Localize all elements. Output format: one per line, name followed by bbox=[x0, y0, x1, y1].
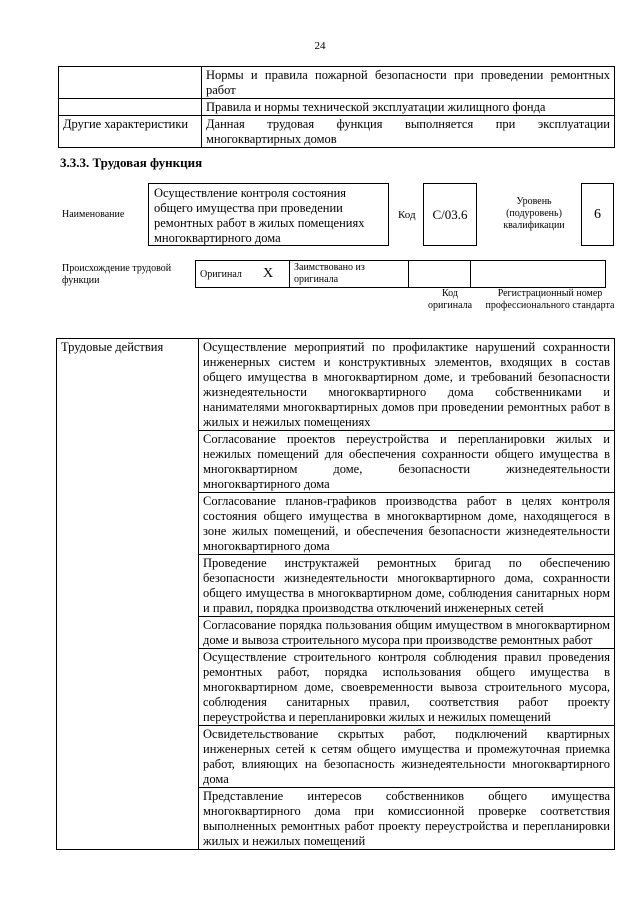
row-label bbox=[59, 67, 202, 99]
qualification-level-value: 6 bbox=[581, 183, 614, 246]
table-row bbox=[196, 261, 606, 288]
labor-action-item: Осуществление строительного контроля соблюдения правил проведения ремонтных работ, порядка использования общего имущества в многоквартирном доме, своевременности вывоза строительного мусора, соблюдения санитарных правил, соответствия работ проекту переустройства и перепланировки жилых и нежилых помещений bbox=[199, 649, 615, 726]
function-name-value: Осуществление контроля состояния общего имущества при проведении ремонтных работ в жилых помещениях многоквартирного дома bbox=[148, 183, 389, 246]
labor-action-item: Освидетельствование скрытых работ, подключений квартирных инженерных сетей к сетям общего имущества и промежуточная приемка работ, влияющих на безопасность жизнедеятельности многоквартирного дома bbox=[199, 726, 615, 788]
original-code-cell bbox=[409, 261, 471, 288]
top-table bbox=[58, 66, 615, 148]
origin-label: Происхождение трудовой функции bbox=[62, 263, 172, 286]
table-row bbox=[59, 67, 615, 99]
row-text: Нормы и правила пожарной безопасности при проведении ремонтных работ bbox=[202, 67, 615, 99]
page-number: 24 bbox=[314, 40, 326, 52]
borrowed-label: Заимствовано из оригинала bbox=[290, 261, 409, 288]
row-text: Правила и нормы технической эксплуатации жилищного фонда bbox=[202, 99, 615, 116]
row-label bbox=[59, 99, 202, 116]
labor-action-item: Представление интересов собственников общего имущества многоквартирного дома при комиссионной проверке соответствия выполненных ремонтных работ проекту переустройства и перепланировки жилых и нежилых помещений bbox=[199, 788, 615, 850]
original-mark: X bbox=[259, 261, 290, 288]
labor-action-item: Осуществление мероприятий по профилактике нарушений сохранности инженерных систем и конструктивных элементов, входящих в состав общего имущества в многоквартирном доме, и требований безопасности жизнедеятельности многоквартирного дома собственниками и нанимателями многоквартирных домов при проведении ремонтных работ в жилых и нежилых помещениях bbox=[199, 339, 615, 431]
labor-action-item: Согласование проектов переустройства и перепланировки жилых и нежилых помещений для обеспечения сохранности общего имущества в многоквартирном доме, безопасности жизнедеятельности многоквартирного дома bbox=[199, 431, 615, 493]
labor-action-item: Согласование порядка пользования общим имуществом в многоквартирном доме и вывоза строительного мусора при производстве ремонтных работ bbox=[199, 617, 615, 649]
code-label: Код bbox=[398, 209, 416, 221]
section-title: 3.3.3. Трудовая функция bbox=[60, 155, 203, 170]
labor-actions-label: Трудовые действия bbox=[57, 339, 199, 850]
original-label: Оригинал bbox=[196, 261, 260, 288]
row-text: Данная трудовая функция выполняется при эксплуатации многоквартирных домов bbox=[202, 116, 615, 148]
code-original-caption: Код оригинала bbox=[427, 288, 473, 311]
registration-number-cell bbox=[471, 261, 606, 288]
table-row bbox=[57, 339, 615, 431]
table-row bbox=[59, 116, 615, 148]
labor-action-item: Проведение инструктажей ремонтных бригад по обеспечению безопасности жизнедеятельности многоквартирного дома, сохранности общего имущества в многоквартирном доме, соблюдения санитарных норм и правил, порядка производства отключений инженерных сетей bbox=[199, 555, 615, 617]
function-code-value: С/03.6 bbox=[423, 183, 477, 246]
origin-table bbox=[195, 260, 606, 288]
row-label: Другие характеристики bbox=[59, 116, 202, 148]
labor-action-item: Согласование планов-графиков производства работ в целях контроля состояния общего имущества в многоквартирном доме, находящегося в зоне жилых помещений, и обеспечения безопасности жизнедеятельности многоквартирного дома bbox=[199, 493, 615, 555]
table-row bbox=[59, 99, 615, 116]
registration-number-caption: Регистрационный номер профессионального стандарта bbox=[485, 288, 615, 311]
qualification-level-label: Уровень (подуровень) квалификации bbox=[503, 196, 565, 231]
name-label: Наименование bbox=[62, 209, 125, 220]
labor-actions-table bbox=[56, 338, 615, 850]
